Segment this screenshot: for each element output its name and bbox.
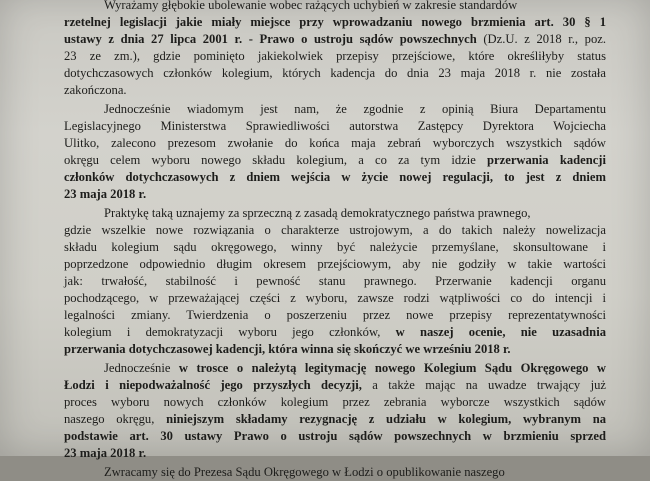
bold-text-run: przerwania kadencji [487,153,606,167]
text-line [64,65,606,82]
text-run: proces wyboru nowych członków kolegium przez zebrania wyborcze wszystkich sądów [64,395,606,409]
bold-text-run: rzetelnej legislacji jakie miały miejsce przy wprowadzaniu nowego brzmienia art. 30 § 1 [64,15,606,29]
text-line [64,377,606,394]
text-run: dotychczasowych członków kolegium, których kadencja do dnia 23 maja 2018 r. nie została [64,66,606,80]
text-run: składu kolegium sądu okręgowego, winny być należycie przemyślane, skonsultowane i [64,240,606,254]
text-line [104,464,606,481]
text-line [64,14,606,31]
text-line [104,205,606,222]
text-run: Legislacyjnego Ministerstwa Sprawiedliwości autorstwa Zastępcy Dyrektora Wojciecha [64,119,606,133]
text-run: pochodzącego, w przeważającej części z wyboru, zawsze rodzi wątpliwości co do intencji i [64,291,606,305]
text-line [64,290,606,307]
text-line [64,394,606,411]
text-run: jak: trwałość, stabilność i pewność stanu prawnego. Przerwanie kadencji organu [64,274,606,288]
text-line [64,256,606,273]
bold-text-run: w trosce o należytą legitymację nowego Kolegium Sądu Okręgowego w [178,361,606,375]
text-line [64,48,606,65]
text-run: legalności zmiany. Twierdzenia o poszerzeniu przez nowe przepisy reprezentatywności [64,308,606,322]
bold-text-run: w naszej ocenie, nie uzasadnia [395,325,606,339]
text-line [64,273,606,290]
text-line [64,307,606,324]
bold-text-run: przerwania dotychczasowej kadencji, która winna się skończyć we wrześniu 2018 r. [64,342,511,356]
text-run: Wyrażamy głębokie ubolewanie wobec rażących uchybień w zakresie standardów [104,0,518,12]
text-line [64,341,511,358]
text-line [104,360,606,377]
text-line [64,222,606,239]
text-line [64,186,146,203]
bold-text-run: niniejszym składamy rezygnację z udziału w kolegium, wybranym na [166,412,607,426]
text-line [64,152,606,169]
bold-text-run: ustawy z dnia 27 lipca 2001 r. - Prawo o ustroju sądów powszechnych [64,32,477,46]
text-run: Ulitko, zalecono prezesom zwołanie do końca maja zebrań wyborczych wszystkich sądów [64,136,606,150]
text-run: Praktykę taką uznajemy za sprzeczną z zasadą demokratycznego państwa prawnego, [104,206,531,220]
text-run: poprzedzone odpowiednio długim okresem przejściowym, aby nie godziły w takie wartości [64,257,606,271]
bold-text-run: podstawie art. 30 ustawy Prawo o ustroju sądów powszechnych w brzmieniu sprzed [64,429,606,443]
text-run: naszego okręgu, [64,412,167,426]
bold-text-run: członków dotychczasowych z dniem wejścia w życie nowej regulacji, to jest z dniem [64,170,606,184]
text-line [64,31,606,48]
text-line [64,411,606,428]
bold-text-run: 23 maja 2018 r. [64,187,147,201]
text-line [64,239,606,256]
text-line [104,0,606,14]
text-run: Jednocześnie wiadomym jest nam, że zgodnie z opinią Biura Departamentu [104,102,606,116]
text-line [64,118,606,135]
text-run: (Dz.U. z 2018 r., poz. [476,32,606,46]
text-run: kolegium i demokratyzacji wyboru jego członków, [64,325,396,339]
text-line [64,135,606,152]
text-line [64,169,606,186]
bold-text-run: Łodzi i niepodważalność jego przyszłych decyzji, [64,378,362,392]
text-line [64,445,146,462]
text-run: okręgu celem wyboru nowego składu kolegium, a co za tym idzie [64,153,488,167]
text-line [64,428,606,445]
text-line [64,324,606,341]
text-line [64,82,127,99]
text-run: a także mając na uwadze trwający już [361,378,606,392]
bold-text-run: 23 maja 2018 r. [64,446,147,460]
text-run: 23 ze zm.), gdzie pominięto jakiekolwiek przepisy przejściowe, które określiłyby status [64,49,606,63]
text-run: gdzie wszelkie nowe rozwiązania o charakterze ustrojowym, a do takich należy nowelizacja [64,223,606,237]
text-run: Jednocześnie [104,361,179,375]
text-run: Zwracamy się do Prezesa Sądu Okręgowego w Łodzi o opublikowanie naszego [104,465,505,479]
text-run: zakończona. [64,83,127,97]
text-line [104,101,606,118]
